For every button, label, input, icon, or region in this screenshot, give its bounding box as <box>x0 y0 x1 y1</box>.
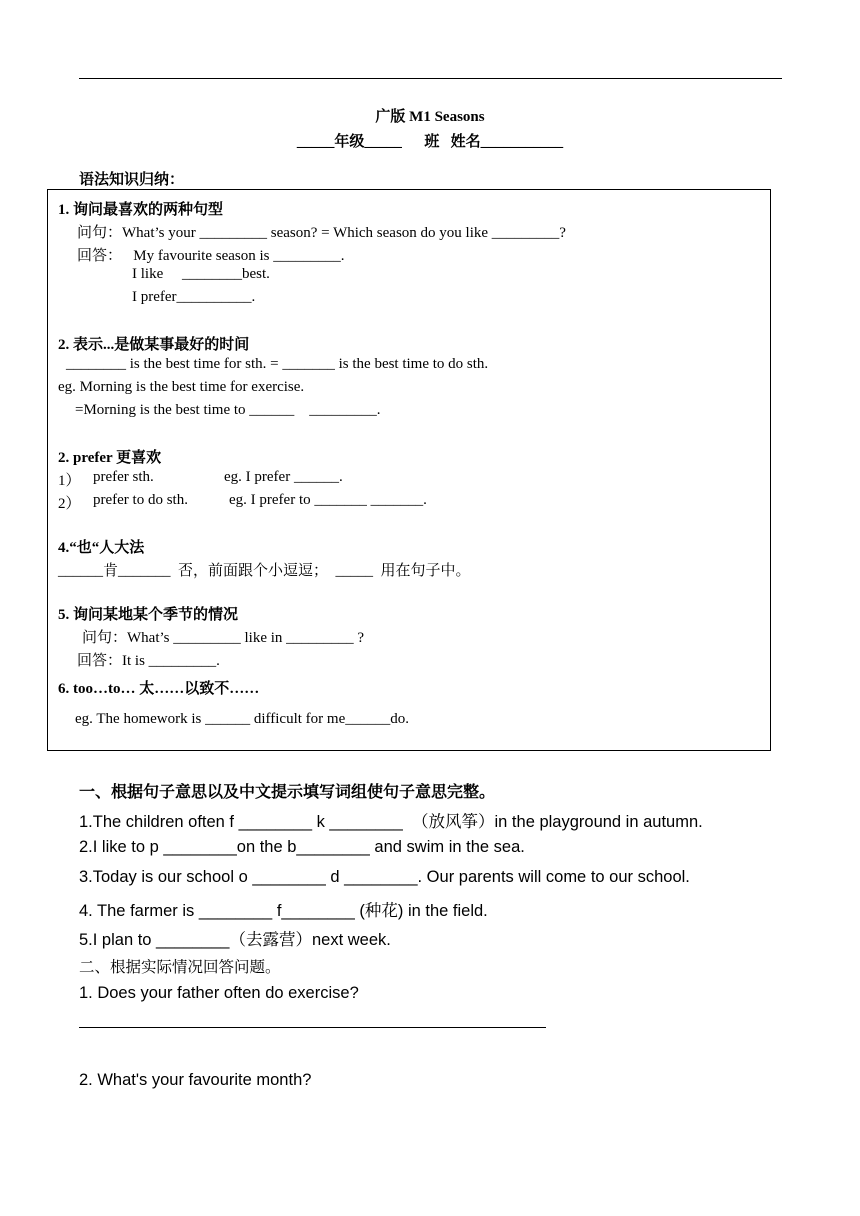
exercise-1-item-1: 1.The children often f ________ k ________ （放风筝）in the playground in autumn. <box>79 813 703 831</box>
section-1-answer-3: I prefer__________. <box>132 289 256 305</box>
section-4-title: 4.“也“人大法 <box>58 540 145 556</box>
exercise-1-heading: 一、根据句子意思以及中文提示填写词组使句子意思完整。 <box>79 784 496 801</box>
section-6-title: 6. too…to… 太……以致不…… <box>58 681 260 697</box>
student-info-line: _____年级_____ 班 姓名___________ <box>296 134 564 150</box>
section-1-answer-1: 回答： My favourite season is _________. <box>77 248 345 264</box>
section-5-answer: 回答：It is _________. <box>77 653 220 669</box>
section-3-item-1-pattern: prefer sth. <box>93 469 154 485</box>
section-4-line-1: ______肯_______ 否，前面跟个小逗逗； _____ 用在句子中。 <box>58 563 471 579</box>
answer-line-1 <box>79 1027 546 1028</box>
exercise-1-item-5: 5.I plan to ________（去露营）next week. <box>79 931 391 949</box>
section-1-title: 1. 询问最喜欢的两种句型 <box>58 202 224 218</box>
section-2-line-2: eg. Morning is the best time for exercise. <box>58 379 305 395</box>
section-5-title: 5. 询问某地某个季节的情况 <box>58 607 239 623</box>
section-3-item-1-number: 1） <box>58 473 81 489</box>
section-5-question: 问句：What’s _________ like in _________ ? <box>82 630 365 646</box>
section-1-answer-2: I like ________best. <box>132 266 270 282</box>
document-title: 广版 M1 Seasons <box>375 109 485 125</box>
section-3-title: 2. prefer 更喜欢 <box>58 450 162 466</box>
section-2-title: 2. 表示...是做某事最好的时间 <box>58 337 250 353</box>
exercise-2-question-1: 1. Does your father often do exercise? <box>79 984 359 1002</box>
exercise-1-item-3: 3.Today is our school o ________ d ________. Our parents will come to our school. <box>79 868 690 886</box>
grammar-heading: 语法知识归纳： <box>79 172 185 188</box>
section-2-line-3: =Morning is the best time to ______ _________. <box>75 402 381 418</box>
exercise-2-question-2: 2. What's your favourite month? <box>79 1071 312 1089</box>
section-3-item-2-example: eg. I prefer to _______ _______. <box>229 492 427 508</box>
section-6-line-1: eg. The homework is ______ difficult for me______do. <box>75 711 409 727</box>
section-3-item-2-number: 2） <box>58 496 81 512</box>
section-3-item-1-example: eg. I prefer ______. <box>224 469 343 485</box>
section-1-question: 问句：What’s your _________ season? = Which season do you like _________? <box>77 225 566 241</box>
exercise-2-heading: 二、根据实际情况回答问题。 <box>79 959 281 976</box>
top-rule <box>79 78 782 79</box>
exercise-1-item-4: 4. The farmer is ________ f________ (种花) in the field. <box>79 902 488 920</box>
exercise-1-item-2: 2.I like to p ________on the b________ and swim in the sea. <box>79 838 525 856</box>
section-2-line-1: ________ is the best time for sth. = _______ is the best time to do sth. <box>66 356 489 372</box>
section-3-item-2-pattern: prefer to do sth. <box>93 492 188 508</box>
